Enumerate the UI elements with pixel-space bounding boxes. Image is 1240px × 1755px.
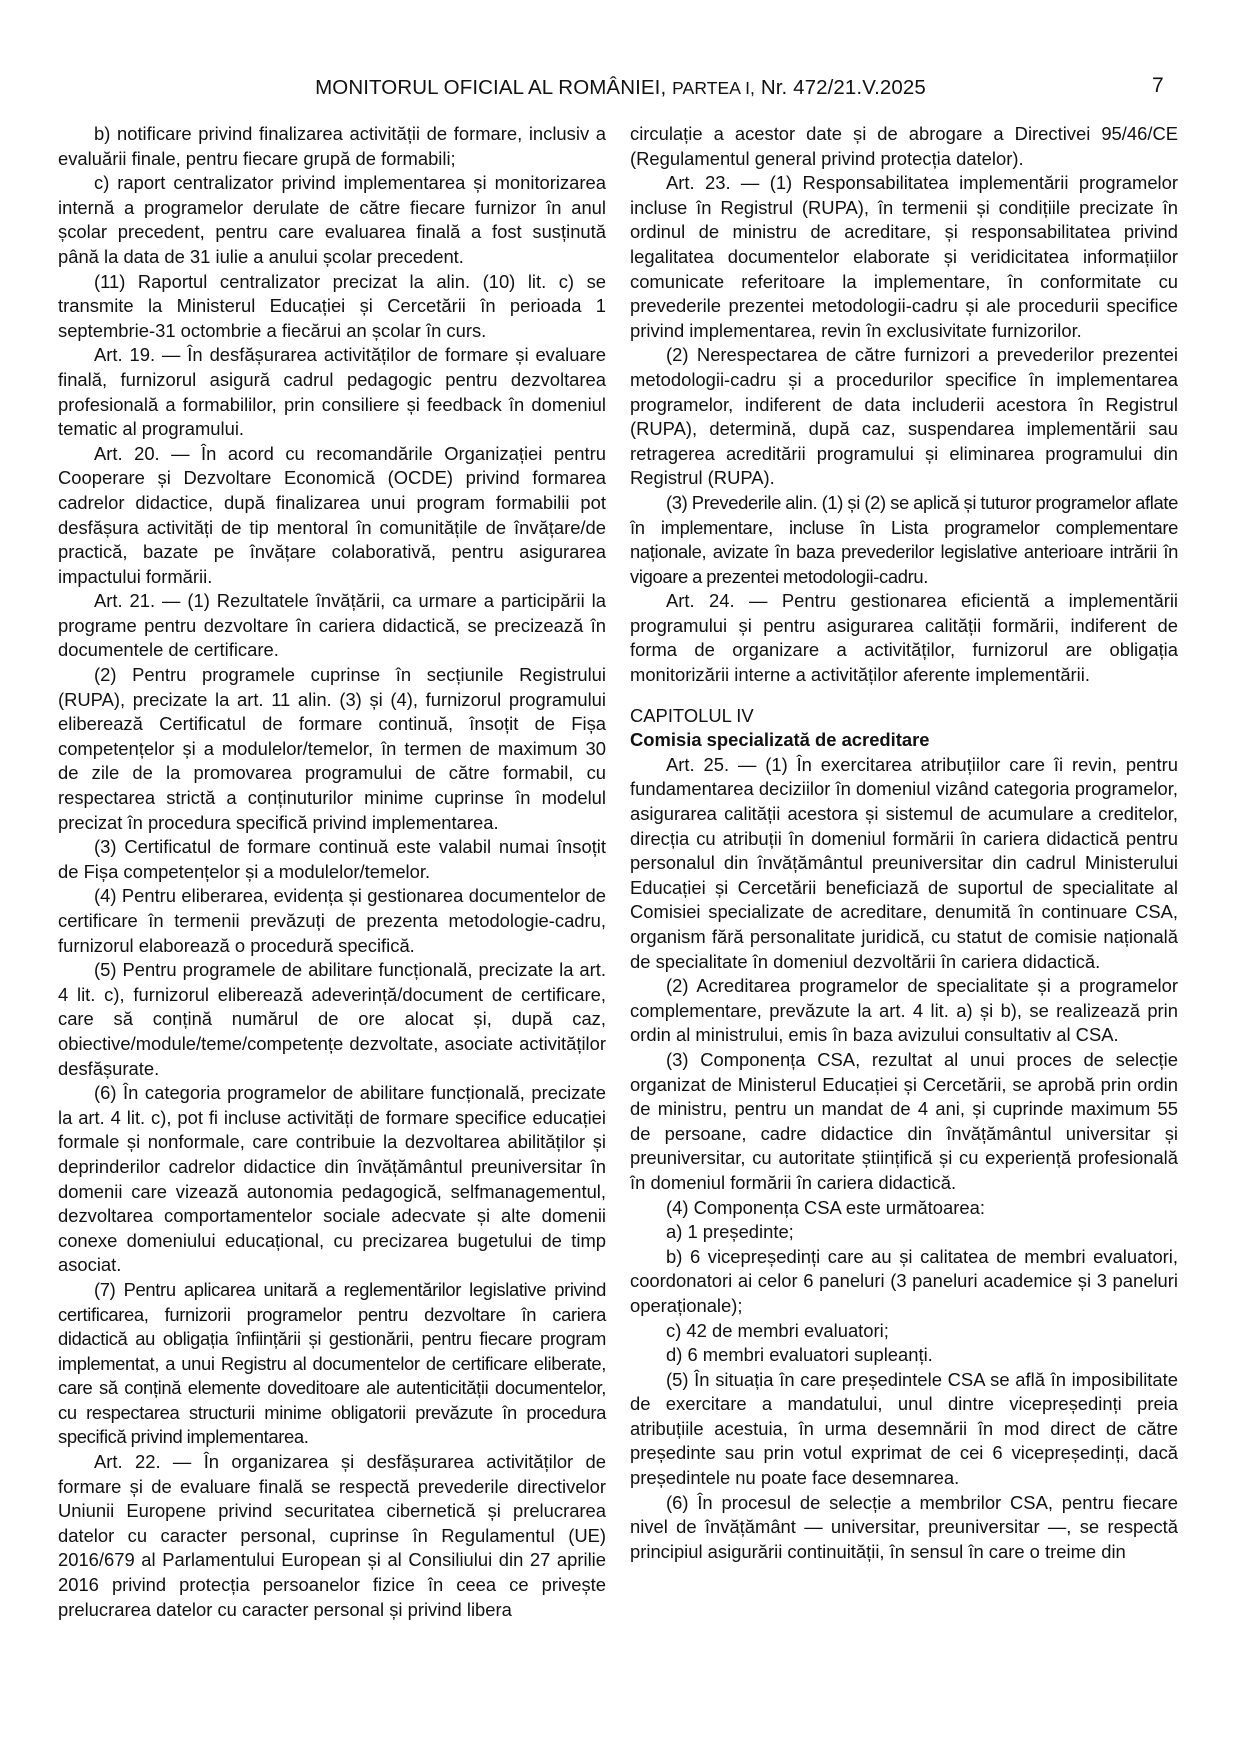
gazette-part: PARTEA I, [672,78,756,98]
paragraph: (3) Prevederile alin. (1) și (2) se aplică și tuturor programelor aflate în implementare, incluse în Lista programelor complementare naționale, avizate în baza prevederilor legislative anterioare intrării în vigoare a prezentei metodologii-cadru. [630,491,1178,587]
chapter-number: CAPITOLUL IV [630,704,754,726]
paragraph: c) raport centralizator privind implementarea și monitorizarea internă a programelor derulate de către fiecare furnizor în anul școlar precedent, pentru care evaluarea finală a fost susținută până la data de 31 iulie a anului școlar precedent. [58,172,606,267]
article-22: Art. 22. — În organizarea și desfășurarea activităților de formare și de evaluare finală se respectă prevederile directivelor Uniunii Europene privind securitatea cibernetică și prelucrarea datelor cu caracter personal, cuprinse în Regulamentul (UE) 2016/679 al Parlamentului European și al Consiliului din 27 aprilie 2016 privind protecția persoanelor fizice în ceea ce privește prelucrarea datelor cu caracter personal și privind libera [58,1451,606,1620]
article-21: Art. 21. — (1) Rezultatele învățării, ca urmare a participării la programe pentru dezvoltare în cariera didactică, se precizează în documentele de certificare. [58,590,606,661]
list-item: b) 6 vicepreședinți care au și calitatea de membri evaluatori, coordonatori ai celor 6 paneluri (3 paneluri academice și 3 paneluri operaționale); [630,1245,1178,1316]
paragraph: (5) Pentru programele de abilitare funcțională, precizate la art. 4 lit. c), furnizorul eliberează adeverință/document de certificare, care să conțină numărul de ore alocat și, după caz, obiective/module/teme/competențe dezvoltate, asociate activităților desfășurate. [58,959,606,1079]
article-25: Art. 25. — (1) În exercitarea atribuțiilor care îi revin, pentru fundamentarea deciziilor în domeniul vizând categoria programelor, asigurarea calității acestora și sistemul de acumulare a creditelor, direcția cu atribuții în domeniul formării în cariera didactică pentru personalul din învățământul preuniversitar din cadrul Ministerului Educației și Cercetării beneficiază de suportul de specialitate al Comisiei specializate de acreditare, denumită în continuare CSA, organism fără personalitate juridică, cu statut de comisie națională de specialitate în domeniul dezvoltării în cariera didactică. [630,753,1178,972]
article-20: Art. 20. — În acord cu recomandările Organizației pentru Cooperare și Dezvoltare Economică (OCDE) privind formarea cadrelor didactice, după finalizarea unui program formabilii pot desfășura activități de tip mentoral în comunitățile de învățare/de practică, bazate pe învățare colaborativă, pentru asigurarea impactului formării. [58,442,606,587]
paragraph: (2) Acreditarea programelor de specialitate și a programelor complementare, prevăzute la art. 4 lit. a) și b), se realizează prin ordin al ministrului, emis în baza avizului consultativ al CSA. [630,975,1178,1046]
gazette-title: MONITORUL OFICIAL AL ROMÂNIEI, [315,76,667,99]
paragraph: (4) Pentru eliberarea, evidența și gestionarea documentelor de certificare în termenii prevăzuți de prezenta metodologie-cadru, furnizorul elaborează o procedură specifică. [58,885,606,956]
list-item: a) 1 președinte; [666,1221,794,1243]
paragraph: (2) Nerespectarea de către furnizori a prevederilor prezentei metodologii-cadru și a procedurilor specifice în implementarea programelor, indiferent de data includerii acestora în Registrul (RUPA), determină, după caz, suspendarea implementării sau retragerea acreditării programului și eliminarea programului din Registrul (RUPA). [630,344,1178,489]
page-header [58,76,1183,100]
paragraph: (6) În categoria programelor de abilitare funcțională, precizate la art. 4 lit. c), pot fi incluse activități de formare specifice educației formale și nonformale, care contribuie la dezvoltarea abilităților și deprinderilor cadrelor didactice din învățământul preuniversitar în domenii care vizează autonomia pedagogică, selfmanagementul, dezvoltarea comportamentelor sociale adecvate și alte domenii conexe domeniului educațional, cu precizarea bugetului de timp asociat. [58,1082,606,1276]
list-item: c) 42 de membri evaluatori; [666,1319,889,1341]
chapter-title: Comisia specializată de acreditare [630,729,930,751]
left-column [58,122,606,1622]
paragraph: (11) Raportul centralizator precizat la alin. (10) lit. c) se transmite la Ministerul Educației și Cercetării în perioada 1 septembrie-31 octombrie a fiecărui an școlar în curs. [58,270,606,341]
article-24: Art. 24. — Pentru gestionarea eficientă a implementării programului și pentru asigurarea calității formării, indiferent de forma de organizare a activităților, furnizorul are obligația monitorizării interne a activităților aferente implementării. [630,590,1178,686]
gazette-issue: Nr. 472/21.V.2025 [760,76,926,99]
article-23: Art. 23. — (1) Responsabilitatea implementării programelor incluse în Registrul (RUPA), în termenii și condițiile precizate în ordinul de ministru de acreditare, și responsabilitatea privind legalitatea documentelor elaborate și veridicitatea informațiilor comunicate referitoare la implementare, în conformitate cu prevederile prezentei metodologii-cadru și ale procedurii specifice privind implementarea, revin în exclusivitate furnizorilor. [630,172,1178,341]
list-item: d) 6 membri evaluatori supleanți. [666,1344,933,1366]
paragraph: (2) Pentru programele cuprinse în secțiunile Registrului (RUPA), precizate la art. 11 alin. (3) și (4), furnizorul programului eliberează Certificatul de formare continuă, însoțit de Fișa competențelor și a modulelor/temelor, în termen de maximum 30 de zile de la promovarea programului de către formabil, cu respectarea strictă a conținuturilor minime cuprinse în modelul precizat în procedura specifică privind implementarea. [58,664,606,833]
paragraph: b) notificare privind finalizarea activității de formare, inclusiv a evaluării finale, pentru fiecare grupă de formabili; [58,123,606,169]
right-column [630,122,1178,1564]
paragraph: (3) Componența CSA, rezultat al unui proces de selecție organizat de Ministerul Educației și Cercetării, se aprobă prin ordin de ministru, pentru un mandat de 4 ani, și cuprinde maximum 55 de persoane, cadre didactice din învățământul universitar și preuniversitar, cu autoritate științifică și cu experiență profesională în domeniul formării în cariera didactică. [630,1048,1178,1193]
paragraph: (3) Certificatul de formare continuă este valabil numai însoțit de Fișa competențelor și a modulelor/temelor. [58,836,606,882]
paragraph: (5) În situația în care președintele CSA se află în imposibilitate de exercitare a mandatului, unul dintre vicepreședinți preia atribuțiile acestuia, în urma desemnării în mod direct de către președinte sau prin votul exprimat de cei 6 vicepreședinți, dacă președintele nu poate face desemnarea. [630,1368,1178,1489]
paragraph: (7) Pentru aplicarea unitară a reglementărilor legislative privind certificarea, furnizorii programelor pentru dezvoltare în cariera didactică au obligația înființării și gestionării, pentru fiecare program implementat, a unui Registru al documentelor de certificare eliberate, care să conțină elemente doveditoare ale autenticității documentelor, cu respectarea structurii minime obligatorii prevăzute în procedura specifică privind implementarea. [58,1278,606,1448]
page-number: 7 [1152,74,1164,97]
paragraph: circulație a acestor date și de abrogare a Directivei 95/46/CE (Regulamentul general privind protecția datelor). [630,123,1178,169]
paragraph: (4) Componența CSA este următoarea: [666,1196,985,1218]
paragraph: (6) În procesul de selecție a membrilor CSA, pentru fiecare nivel de învățământ — universitar, preuniversitar —, se respectă principiul asigurării continuității, în sensul în care o treime din [630,1491,1178,1562]
article-19: Art. 19. — În desfășurarea activităților de formare și evaluare finală, furnizorul asigură cadrul pedagogic pentru dezvoltarea profesională a formabililor, prin consiliere și feedback în domeniul tematic al programului. [58,344,606,440]
